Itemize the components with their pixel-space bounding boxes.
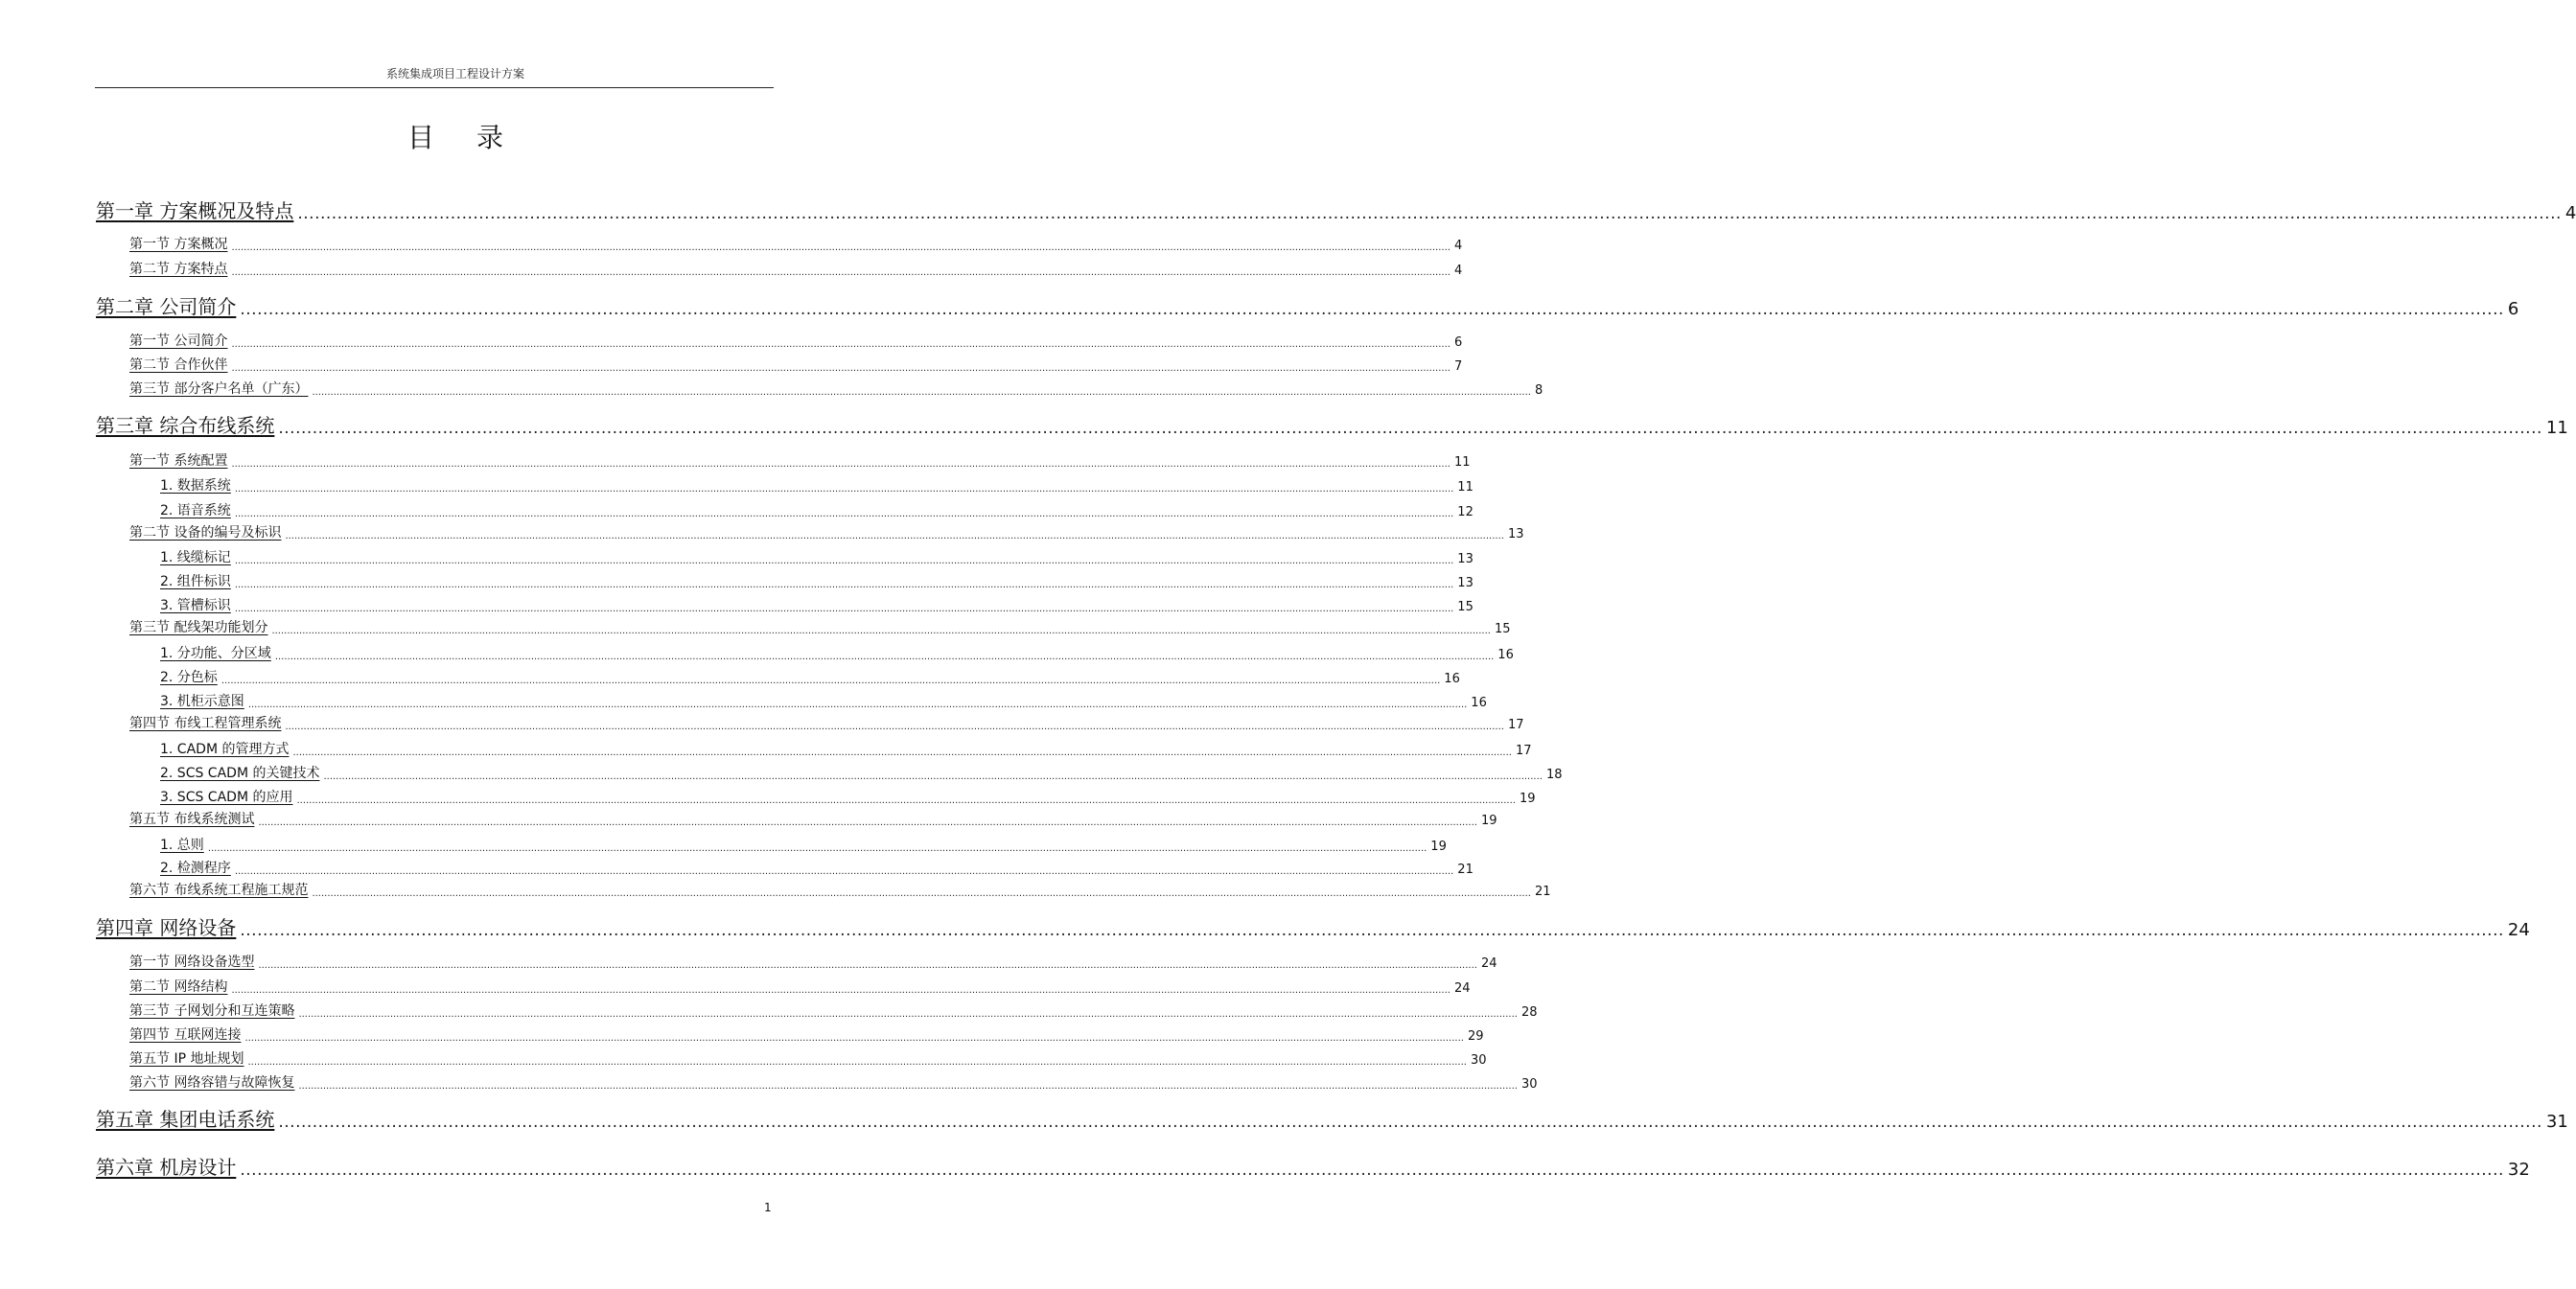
toc-dot-leader: ................................................................................................................................................................................................................................................................................................................................................................................................................ [234, 556, 1454, 566]
toc-subsection-entry[interactable] [160, 547, 1474, 566]
toc-entry-label: 2. SCS CADM 的关键技术 [160, 766, 320, 781]
toc-entry-page: 16 [1471, 696, 1487, 710]
toc-dot-leader: ................................................................................................................................................................................................................................................................................................................................................................................................................ [297, 204, 2562, 223]
toc-title: 目录 [406, 122, 545, 153]
toc-dot-leader: ................................................................................................................................................................................................................................................................................................................................................................................................................ [312, 387, 1531, 398]
toc-section-entry[interactable] [129, 379, 1543, 398]
toc-entry-page: 31 [2545, 1112, 2568, 1132]
toc-entry-label: 3. 机柜示意图 [160, 694, 244, 709]
toc-dot-leader: ................................................................................................................................................................................................................................................................................................................................................................................................................ [234, 604, 1454, 614]
toc-section-entry[interactable] [129, 617, 1511, 636]
toc-section-entry[interactable] [129, 713, 1524, 732]
toc-dot-leader: ................................................................................................................................................................................................................................................................................................................................................................................................................ [234, 580, 1454, 590]
toc-dot-leader: ................................................................................................................................................................................................................................................................................................................................................................................................................ [231, 985, 1450, 996]
header-rule [95, 87, 774, 88]
toc-dot-leader: ................................................................................................................................................................................................................................................................................................................................................................................................................ [323, 771, 1543, 782]
toc-entry-page: 11 [1453, 455, 1471, 470]
toc-subsection-entry[interactable] [160, 571, 1474, 590]
toc-entry-label: 第一章 方案概况及特点 [96, 199, 294, 222]
toc-entry-label: 第四节 互联网连接 [129, 1027, 242, 1043]
toc-entry-label: 第四章 网络设备 [96, 916, 237, 939]
toc-entry-page: 16 [1444, 672, 1460, 686]
toc-entry-label: 第一节 系统配置 [129, 453, 228, 469]
toc-section-entry[interactable] [129, 450, 1471, 470]
toc-dot-leader: ................................................................................................................................................................................................................................................................................................................................................................................................................ [296, 795, 1516, 806]
toc-section-entry[interactable] [129, 522, 1524, 541]
toc-entry-label: 3. SCS CADM 的应用 [160, 790, 293, 805]
toc-chapter-entry[interactable] [96, 1153, 2530, 1180]
toc-section-entry[interactable] [129, 952, 1497, 971]
toc-entry-label: 第六章 机房设计 [96, 1156, 237, 1179]
toc-entry-page: 24 [1480, 956, 1497, 971]
toc-section-entry[interactable] [129, 331, 1463, 350]
toc-entry-page: 24 [1453, 981, 1471, 996]
toc-section-entry[interactable] [129, 259, 1463, 278]
toc-subsection-entry[interactable] [160, 739, 1532, 758]
toc-dot-leader: ................................................................................................................................................................................................................................................................................................................................................................................................................ [292, 748, 1512, 758]
toc-entry-label: 第一节 网络设备选型 [129, 955, 255, 970]
toc-entry-page: 32 [2507, 1160, 2530, 1180]
toc-subsection-entry[interactable] [160, 595, 1474, 614]
toc-dot-leader: ................................................................................................................................................................................................................................................................................................................................................................................................................ [240, 1161, 2504, 1180]
toc-entry-label: 2. 组件标识 [160, 574, 231, 589]
toc-dot-leader: ................................................................................................................................................................................................................................................................................................................................................................................................................ [278, 419, 2542, 438]
toc-dot-leader: ................................................................................................................................................................................................................................................................................................................................................................................................................ [274, 652, 1495, 662]
toc-entry-page: 6 [1453, 335, 1463, 350]
toc-entry-page: 4 [2564, 203, 2576, 223]
toc-chapter-entry[interactable] [96, 292, 2519, 319]
toc-entry-label: 第三节 子网划分和互连策略 [129, 1003, 295, 1019]
toc-entry-label: 第一节 公司简介 [129, 334, 228, 349]
toc-entry-label: 1. 分功能、分区域 [160, 646, 271, 661]
toc-entry-page: 18 [1545, 768, 1563, 782]
toc-entry-page: 8 [1534, 383, 1543, 398]
toc-entry-label: 第五节 IP 地址规划 [129, 1051, 244, 1067]
toc-section-entry[interactable] [129, 977, 1471, 996]
toc-dot-leader: ................................................................................................................................................................................................................................................................................................................................................................................................................ [285, 531, 1504, 541]
toc-entry-label: 第一节 方案概况 [129, 237, 228, 252]
toc-entry-label: 第二节 合作伙伴 [129, 357, 228, 373]
toc-dot-leader: ................................................................................................................................................................................................................................................................................................................................................................................................................ [231, 242, 1450, 253]
toc-dot-leader: ................................................................................................................................................................................................................................................................................................................................................................................................................ [298, 1009, 1518, 1020]
toc-dot-leader: ................................................................................................................................................................................................................................................................................................................................................................................................................ [247, 1057, 1467, 1068]
toc-dot-leader: ................................................................................................................................................................................................................................................................................................................................................................................................................ [244, 1033, 1464, 1044]
running-header: 系统集成项目工程设计方案 [385, 67, 524, 81]
toc-entry-page: 15 [1457, 600, 1474, 614]
toc-entry-label: 第三节 部分客户名单（广东） [129, 381, 309, 397]
toc-entry-page: 19 [1480, 814, 1497, 828]
toc-entry-label: 第二章 公司简介 [96, 295, 237, 318]
toc-entry-label: 第三节 配线架功能划分 [129, 620, 268, 635]
toc-section-entry[interactable] [129, 809, 1497, 828]
toc-dot-leader: ................................................................................................................................................................................................................................................................................................................................................................................................................ [258, 817, 1477, 828]
toc-subsection-entry[interactable] [160, 667, 1460, 686]
page-number: 1 [764, 1201, 772, 1214]
toc-entry-page: 12 [1457, 505, 1474, 519]
toc-subsection-entry[interactable] [160, 835, 1447, 854]
toc-entry-label: 第二节 方案特点 [129, 262, 228, 277]
toc-entry-label: 1. 总则 [160, 838, 204, 853]
toc-entry-page: 4 [1453, 239, 1463, 253]
toc-chapter-entry[interactable] [96, 196, 2576, 223]
toc-entry-page: 30 [1470, 1053, 1487, 1068]
toc-entry-label: 1. 数据系统 [160, 478, 231, 494]
toc-entry-page: 11 [2545, 418, 2568, 438]
toc-entry-label: 2. 语音系统 [160, 503, 231, 518]
toc-dot-leader: ................................................................................................................................................................................................................................................................................................................................................................................................................ [247, 700, 1468, 710]
toc-entry-page: 24 [2507, 920, 2530, 940]
toc-entry-label: 1. CADM 的管理方式 [160, 742, 290, 757]
toc-subsection-entry[interactable] [160, 500, 1474, 519]
toc-subsection-entry[interactable] [160, 643, 1514, 662]
toc-entry-label: 第五节 布线系统测试 [129, 812, 255, 827]
toc-entry-page: 13 [1507, 527, 1524, 541]
toc-entry-label: 第五章 集团电话系统 [96, 1108, 275, 1131]
toc-entry-label: 第六节 网络容错与故障恢复 [129, 1075, 295, 1091]
toc-dot-leader: ................................................................................................................................................................................................................................................................................................................................................................................................................ [312, 888, 1531, 899]
toc-section-entry[interactable] [129, 1048, 1487, 1068]
toc-section-entry[interactable] [129, 880, 1551, 899]
toc-dot-leader: ................................................................................................................................................................................................................................................................................................................................................................................................................ [231, 267, 1450, 278]
toc-dot-leader: ................................................................................................................................................................................................................................................................................................................................................................................................................ [207, 843, 1427, 854]
toc-section-entry[interactable] [129, 1024, 1484, 1044]
toc-dot-leader: ................................................................................................................................................................................................................................................................................................................................................................................................................ [220, 676, 1441, 686]
toc-dot-leader: ................................................................................................................................................................................................................................................................................................................................................................................................................ [240, 300, 2504, 319]
toc-entry-label: 2. 分色标 [160, 670, 218, 685]
toc-entry-page: 17 [1515, 744, 1532, 758]
toc-section-entry[interactable] [129, 234, 1463, 253]
toc-entry-page: 7 [1453, 359, 1463, 374]
toc-entry-label: 1. 线缆标记 [160, 550, 231, 565]
toc-entry-page: 17 [1507, 718, 1524, 732]
toc-entry-page: 13 [1457, 552, 1474, 566]
toc-section-entry[interactable] [129, 355, 1463, 374]
toc-entry-label: 3. 管槽标识 [160, 598, 231, 613]
toc-dot-leader: ................................................................................................................................................................................................................................................................................................................................................................................................................ [298, 1081, 1518, 1092]
toc-entry-label: 第四节 布线工程管理系统 [129, 716, 282, 731]
toc-chapter-entry[interactable] [96, 411, 2568, 438]
toc-entry-page: 28 [1520, 1005, 1538, 1020]
toc-entry-page: 13 [1457, 576, 1474, 590]
toc-entry-page: 21 [1457, 863, 1474, 877]
toc-entry-page: 29 [1467, 1029, 1484, 1044]
toc-dot-leader: ................................................................................................................................................................................................................................................................................................................................................................................................................ [234, 509, 1454, 519]
toc-dot-leader: ................................................................................................................................................................................................................................................................................................................................................................................................................ [231, 459, 1450, 470]
toc-entry-label: 第三章 综合布线系统 [96, 414, 275, 437]
toc-entry-page: 4 [1453, 264, 1463, 278]
toc-dot-leader: ................................................................................................................................................................................................................................................................................................................................................................................................................ [231, 363, 1450, 374]
toc-section-entry[interactable] [129, 1001, 1538, 1020]
toc-section-entry[interactable] [129, 1072, 1538, 1092]
toc-subsection-entry[interactable] [160, 787, 1536, 806]
toc-dot-leader: ................................................................................................................................................................................................................................................................................................................................................................................................................ [278, 1113, 2542, 1132]
toc-entry-page: 11 [1457, 480, 1474, 495]
toc-chapter-entry[interactable] [96, 1105, 2568, 1132]
toc-subsection-entry[interactable] [160, 763, 1563, 782]
toc-entry-label: 第六节 布线系统工程施工规范 [129, 883, 309, 898]
toc-dot-leader: ................................................................................................................................................................................................................................................................................................................................................................................................................ [234, 866, 1454, 877]
toc-entry-page: 16 [1497, 648, 1514, 662]
toc-entry-label: 2. 检测程序 [160, 861, 231, 876]
toc-dot-leader: ................................................................................................................................................................................................................................................................................................................................................................................................................ [271, 626, 1491, 636]
toc-entry-page: 30 [1520, 1077, 1538, 1092]
toc-dot-leader: ................................................................................................................................................................................................................................................................................................................................................................................................................ [240, 921, 2504, 940]
toc-dot-leader: ................................................................................................................................................................................................................................................................................................................................................................................................................ [231, 339, 1450, 350]
toc-subsection-entry[interactable] [160, 691, 1487, 710]
toc-entry-page: 21 [1534, 885, 1551, 899]
toc-entry-page: 19 [1519, 792, 1536, 806]
toc-subsection-entry[interactable] [160, 475, 1474, 495]
toc-entry-page: 19 [1430, 840, 1447, 854]
toc-entry-label: 第二节 网络结构 [129, 979, 228, 995]
toc-chapter-entry[interactable] [96, 913, 2530, 940]
toc-dot-leader: ................................................................................................................................................................................................................................................................................................................................................................................................................ [285, 722, 1504, 732]
toc-entry-page: 15 [1494, 622, 1511, 636]
toc-dot-leader: ................................................................................................................................................................................................................................................................................................................................................................................................................ [258, 960, 1477, 971]
toc-entry-page: 6 [2507, 299, 2519, 319]
toc-dot-leader: ................................................................................................................................................................................................................................................................................................................................................................................................................ [234, 484, 1454, 495]
toc-entry-label: 第二节 设备的编号及标识 [129, 525, 282, 541]
toc-subsection-entry[interactable] [160, 858, 1474, 877]
